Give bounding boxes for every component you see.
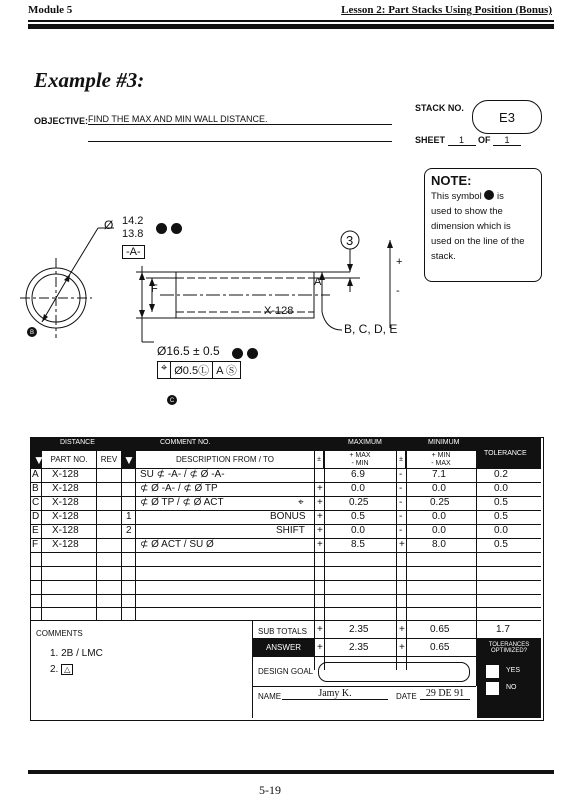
sub-max: 2.35 [349,624,369,635]
ans-sign1: + [317,642,323,653]
dia-top-value: 14.2 [122,215,144,227]
hdr-tolerance: TOLERANCE [484,450,527,457]
col-part-no: PART NO. [42,451,96,468]
comment-1: 1. 2B / LMC [50,648,103,659]
sub-tol: 1.7 [496,624,510,635]
stack-no-box [472,100,542,134]
name-value: Jamy K. [282,688,388,700]
design-goal-field[interactable] [318,662,470,682]
note-title: NOTE: [431,173,472,188]
objective-blank-line [88,140,392,142]
col-description: DESCRIPTION FROM / TO [136,451,314,468]
of-value: 1 [493,135,521,146]
stack-no-value: E3 [499,109,515,125]
footer-rule [28,770,554,774]
col-min: + MIN - MAX [406,451,476,468]
design-goal-label: DESIGN GOAL [258,667,314,676]
comments-label: COMMENTS [36,629,83,638]
table-row: E X-128 2 SHIFT + 0.0 - 0.0 0.0 [32,525,508,536]
bubble-a-b-group [156,220,182,238]
ans-max: 2.35 [349,642,369,653]
answer-label: ANSWER [253,639,314,656]
col-max-sign: ± [315,451,323,468]
fcf-tolerance: Ø0.5Ⓛ [171,362,213,378]
hdr-minimum: MINIMUM [428,439,460,446]
objective-label: OBJECTIVE: [34,116,89,126]
sub-sign1: + [317,624,323,635]
yes-label: YES [506,667,521,674]
plus-sign: + [396,256,403,268]
comment-2: 2. △ [50,664,73,675]
part-drawing [20,210,440,410]
circle-3-label: 3 [346,233,354,248]
fcf-datum: A Ⓢ [216,365,237,377]
dim-f-label: F [151,283,158,295]
note-line2: used to show the [431,206,503,217]
date-label: DATE [396,692,417,701]
col-max: + MAX - MIN [324,451,396,468]
outer-dia: Ø16.5 ± 0.5 [157,344,220,358]
hdr-distance: DISTANCE [60,439,95,446]
sheet-value: 1 [448,135,476,146]
dia-symbol: Ø [104,218,114,232]
example-title: Example #3: [34,68,145,92]
part-number-label: X-128 [264,305,294,317]
note-line1: This symbol is [431,191,504,202]
sub-min: 0.65 [430,624,450,635]
note-box [424,168,542,282]
note-line5: stack. [431,251,456,262]
table-row: D X-128 1 BONUS + 0.5 - 0.0 0.5 [32,511,508,522]
col-min-sign: ± [397,451,405,468]
triangle-2-icon: △ [61,664,73,675]
hdr-comment-no: COMMENT NO. [160,439,211,446]
table-row: B X-128 ⊄ Ø -A- / ⊄ Ø TP + 0.0 - 0.0 0.0 [32,483,508,494]
filled-dot-icon [171,223,182,234]
bcde-label: B, C, D, E [344,322,398,336]
dim-a-label: A [314,276,322,288]
objective-text: FIND THE MAX AND MIN WALL DISTANCE. [88,114,392,125]
header-rule-thick [28,24,554,29]
filled-dot-icon [232,348,243,359]
ans-min: 0.65 [430,642,450,653]
subtotals-label: SUB TOTALS [258,627,307,636]
name-label: NAME [258,692,282,701]
note-line4: used on the line of the [431,236,525,247]
filled-dot-icon [484,190,494,200]
table-row: A X-128 SU ⊄ -A- / ⊄ Ø -A- 6.9 - 7.1 0.2 [32,469,508,480]
down-arrow-icon: ▼ [33,453,45,467]
header-rule [28,20,554,22]
position-icon: ⌖ [158,362,171,378]
dia-bottom-value: 13.8 [122,228,144,240]
no-checkbox[interactable] [486,682,499,695]
sheet-label: SHEET [415,135,446,145]
hdr-maximum: MAXIMUM [348,439,382,446]
filled-dot-icon [156,223,167,234]
bubble-b-end: B [29,330,35,336]
position-icon: ⌖ [298,497,304,508]
sub-sign2: + [399,624,405,635]
module-label: Module 5 [28,4,73,16]
date-value: 29 DE 91 [420,688,470,700]
table-row: F X-128 ⊄ Ø ACT / SU Ø + 8.5 + 8.0 0.5 [32,539,508,550]
lesson-title: Lesson 2: Part Stacks Using Position (Bonus) [341,4,552,16]
of-label: OF [478,135,491,145]
page-number: 5-19 [259,783,281,797]
bubble-c: C [169,398,175,404]
down-arrow-icon: ▼ [123,453,135,467]
filled-dot-icon [247,348,258,359]
table-row: C X-128 ⊄ Ø TP / ⊄ Ø ACT ⌖ + 0.25 - 0.25 0.5 [32,497,508,508]
feature-control-frame [157,361,241,379]
stack-no-label: STACK NO. [415,103,464,113]
note-line3: dimension which is [431,221,511,232]
no-label: NO [506,684,517,691]
minus-sign: - [396,285,400,297]
datum-a-box: -A- [122,245,145,259]
sheet-row [415,135,521,146]
yes-checkbox[interactable] [486,665,499,678]
optimized-label: TOLERANCES OPTIMIZED? [488,642,530,654]
col-rev: REV [97,451,121,468]
ans-sign2: + [399,642,405,653]
